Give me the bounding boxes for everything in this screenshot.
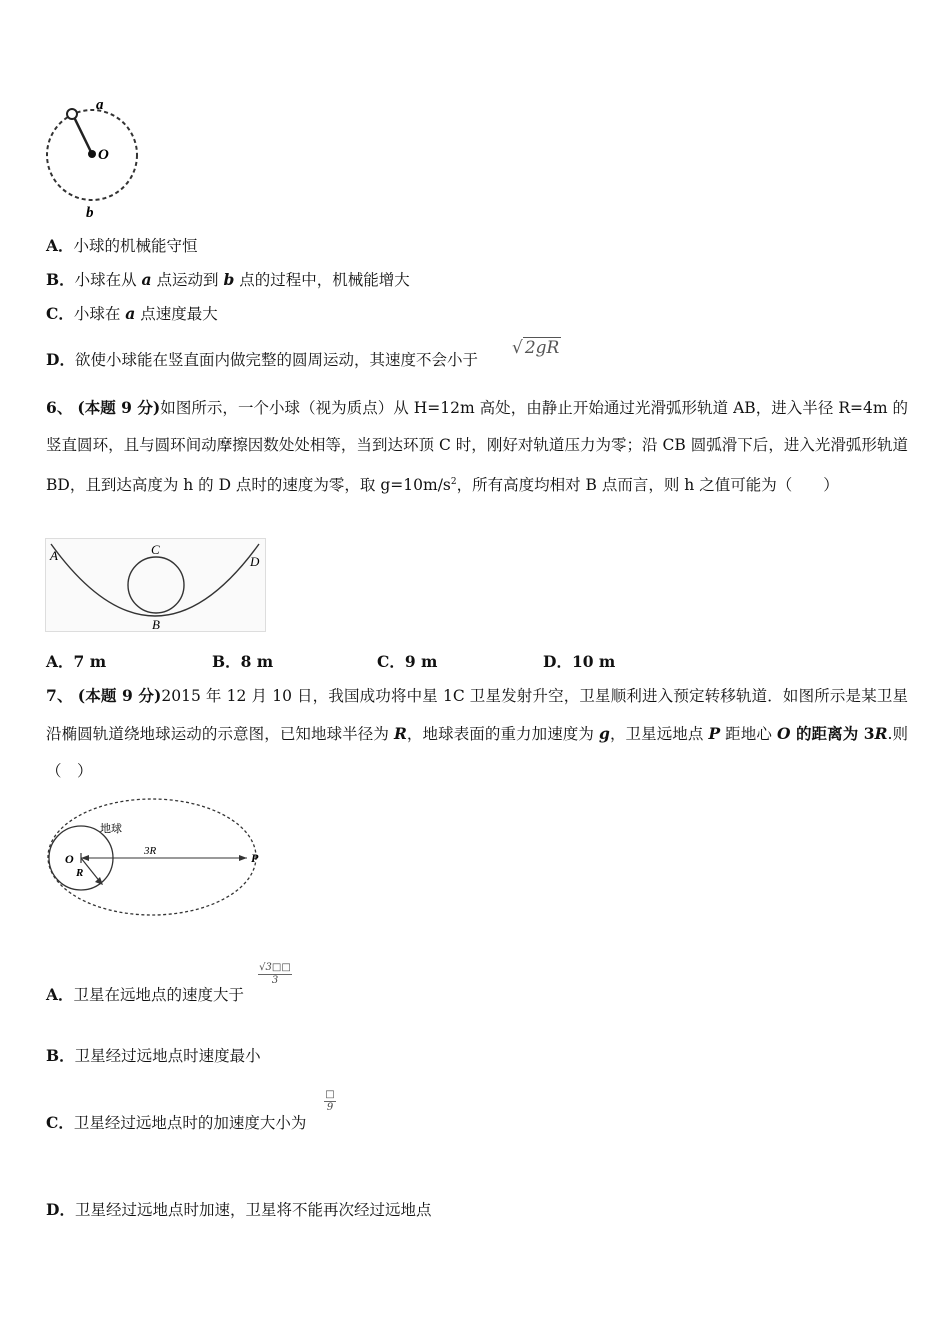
- label-a: a: [96, 97, 104, 113]
- q5-option-d: D．欲使小球能在竖直面内做完整的圆周运动，其速度不会小于: [46, 350, 478, 369]
- fraction-c: □ 9: [325, 1089, 335, 1113]
- sqrt-formula: √ 2gR: [512, 338, 560, 358]
- ball-a: [67, 109, 77, 119]
- q6-option-c: C．9 m: [377, 652, 438, 671]
- label-3R: 3R: [144, 845, 157, 857]
- q6-option-d: D．10 m: [543, 652, 616, 671]
- label-R: R: [76, 867, 84, 879]
- label-B: B: [152, 617, 160, 632]
- q7-stem: 7、 (本题 9 分)2015 年 12 月 10 日，我国成功将中星 1C 卫星发射升空，卫星顺利进入预定转移轨道．如图所示是某卫星沿椭圆轨道绕地球运动的示意图，已知地球半径为 R，地球表面的重力加速度为 g，卫星远地点 P 距地心 O 的距离为 3R.则（ ）: [46, 686, 909, 780]
- q7-option-b: B．卫星经过远地点时速度最小: [46, 1046, 261, 1065]
- q5-option-a: A．小球的机械能守恒: [46, 236, 198, 255]
- q6-option-a: A．7 m: [46, 652, 107, 671]
- q7-option-a: A．卫星在远地点的速度大于: [46, 985, 245, 1004]
- fraction-a: $\frac{√3□□}{3}$: [259, 962, 291, 986]
- label-P: P: [251, 851, 259, 865]
- label-o: O: [98, 147, 109, 163]
- orbit-ellipse: [48, 799, 256, 915]
- q5-option-c: C．小球在 a 点速度最大: [46, 304, 218, 323]
- figure-loop-track: [45, 538, 267, 634]
- label-C: C: [151, 542, 160, 557]
- center-o: [88, 150, 96, 158]
- label-b: b: [86, 205, 94, 220]
- q5-option-b: B．小球在从 a 点运动到 b 点的过程中，机械能增大: [46, 270, 410, 289]
- figure-ellipse-orbit: [45, 795, 270, 920]
- label-A: A: [50, 548, 58, 563]
- label-D: D: [250, 554, 260, 569]
- q6-option-b: B．8 m: [212, 652, 274, 671]
- label-O: O: [65, 852, 74, 866]
- figure-vertical-circle: [40, 95, 150, 220]
- q7-option-d: D．卫星经过远地点时加速，卫星将不能再次经过远地点: [46, 1200, 432, 1219]
- q6-stem: 6、 (本题 9 分)如图所示，一个小球（视为质点）从 H=12m 高处，由静止开始通过光滑弧形轨道 AB，进入半径 R=4m 的竖直圆环，且与圆环间动摩擦因数处处相等，当到达环顶 C 时，刚好对轨道压力为零；沿 CB 圆弧滑下后，进入光滑弧形轨道 BD，且到达高度为 h 的 D 点时的速度为零，取 $g=10m/s^2$，所有高度均相对 B 点而言，则 h 之值可能为（ ）: [46, 398, 908, 495]
- string-line: [73, 115, 92, 154]
- label-earth: 地球: [100, 823, 122, 835]
- q7-option-c: C．卫星经过远地点时的加速度大小为: [46, 1113, 307, 1132]
